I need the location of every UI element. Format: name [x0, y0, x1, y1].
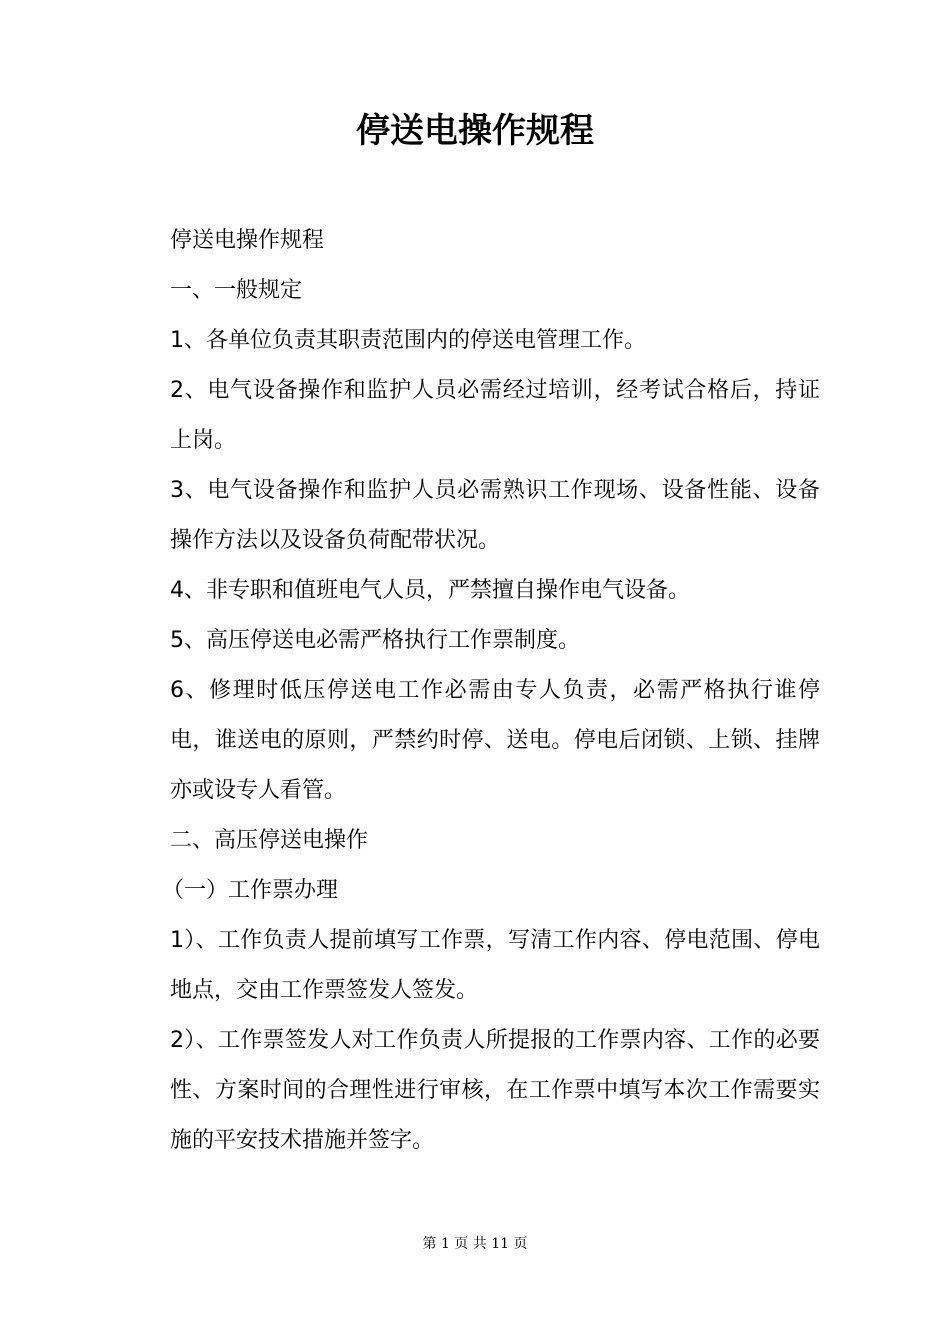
paragraph-subtitle: 停送电操作规程	[170, 228, 325, 253]
document-body	[162, 216, 820, 1166]
paragraph-item-1: 1、各单位负责其职责范围内的停送电管理工作。	[170, 328, 646, 353]
subsection-heading-work-ticket: （一）工作票办理	[162, 878, 339, 903]
paragraph-ticket-step-2: 2）、工作票签发人对工作负责人所提报的工作票内容、工作的必要性、方案时间的合理性进行审核，在工作票中填写本次工作需要实施的平安技术措施并签字。	[170, 1028, 820, 1153]
paragraph-ticket-step-1: 1）、工作负责人提前填写工作票，写清工作内容、停电范围、停电地点，交由工作票签发人签发。	[170, 928, 820, 1003]
paragraph-item-3: 3、电气设备操作和监护人员必需熟识工作现场、设备性能、设备操作方法以及设备负荷配带状况。	[170, 478, 820, 553]
document-title: 停送电操作规程	[356, 111, 594, 151]
section-heading-high-voltage: 二、高压停送电操作	[170, 828, 369, 853]
section-heading-general: 一、一般规定	[170, 278, 303, 303]
paragraph-item-5: 5、高压停送电必需严格执行工作票制度。	[170, 628, 580, 653]
paragraph-item-6: 6、修理时低压停送电工作必需由专人负责，必需严格执行谁停电，谁送电的原则，严禁约时停、送电。停电后闭锁、上锁、挂牌亦或设专人看管。	[170, 678, 820, 803]
page-number-footer: 第 1 页 共 11 页	[422, 1236, 528, 1252]
paragraph-item-4: 4、非专职和值班电气人员，严禁擅自操作电气设备。	[170, 578, 690, 603]
paragraph-item-2: 2、电气设备操作和监护人员必需经过培训，经考试合格后，持证上岗。	[170, 378, 820, 453]
